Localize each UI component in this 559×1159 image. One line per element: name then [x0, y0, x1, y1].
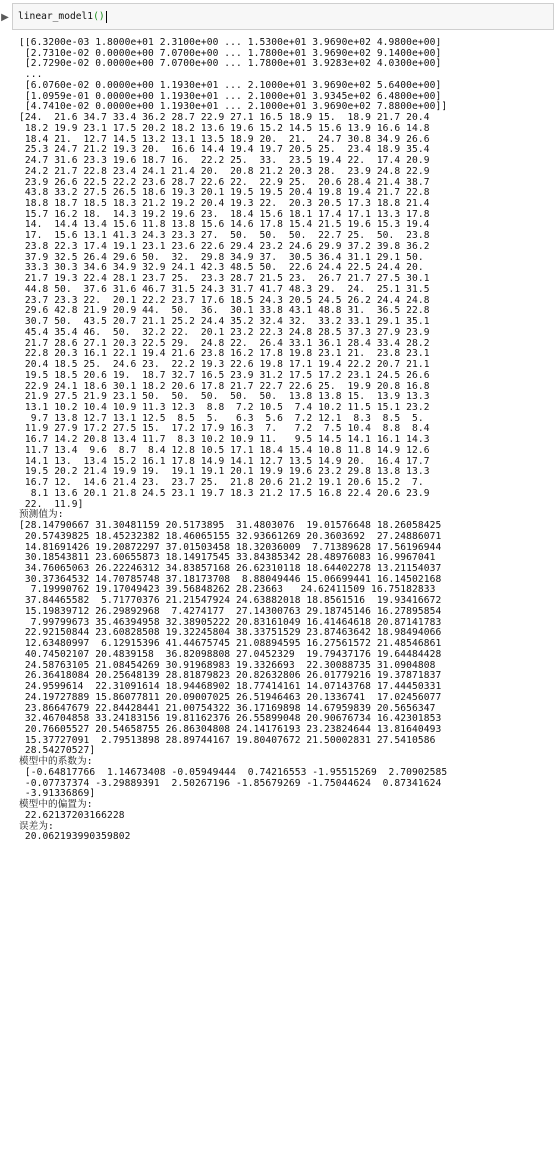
code-line[interactable]	[18, 11, 105, 22]
x-array-output: [[6.3200e-03 1.8000e+01 2.3100e+00 ... 1.5300e+01 3.9690e+02 4.9800e+00] [2.7310e-02 0.0000e+00 7.0700e+00 ... 1.7800e+01 3.9690e+02 9.1400e+00] [2.7290e-02 0.0000e+00 7.0700e+00 ... 1.7800e+01 3.9283e+02 4.0300e+00] ... [6.0760e-02 0.0000e+00 1.1930e+01 ... 2.1000e+01 3.9690e+02 5.6400e+00] [1.0959e-01 0.0000e+00 1.1930e+01 ... 2.1000e+01 3.9345e+02 6.4800e+00] [4.7410e-02 0.0000e+00 1.1930e+01 ... 2.1000e+01 3.9690e+02 7.8800e+00]]	[19, 38, 448, 113]
cell-output-area	[12, 38, 557, 1158]
intercept-value: 22.62137203166228	[19, 809, 125, 821]
run-arrow-icon: ▶	[1, 11, 9, 23]
prediction-label: 预测值为:	[19, 509, 64, 521]
prediction-values: [28.14790667 31.30481159 20.5173895 31.4803076 19.01576648 18.26058425 20.57439825 18.45232382 18.46065155 32.93661269 20.3603692 27.24886071 14.81691426 19.20872297 37.01503458 18.32036009 7.71389628 17.56196944 30.18543811 23.60655873 18.14917545 33.84385342 28.48976083 16.9967041 34.76065063 26.22246312 34.83857168 26.62310118 18.64402278 13.21154037 30.37364532 14.70785748 37.18173708 8.88049446 15.06699441 16.14502168 7.19990762 19.17049423 39.56848262 28.23663 24.62411509 16.75182833 37.84465582 5.71770376 21.21547924 24.63882018 18.8561516 19.93416672 15.19839712 26.29892968 7.4274177 27.14300763 29.18745146 16.27895854 7.99799673 35.46394958 32.38905222 20.83161049 16.41464618 20.87141783 22.92150844 23.60828508 19.32245804 38.33751529 23.87463642 18.98494066 12.63480997 6.12915396 41.44675745 21.08894595 16.27561572 21.48546861 40.74502107 20.4839158 36.82098808 27.0452329 19.79437176 19.64484428 24.58763105 21.08454269 30.91968983 19.3326693 22.30088735 31.0904808 26.36418084 20.25648139 28.81879823 20.82632806 26.01779216 19.37871837 24.9599614 22.31091614 18.94468902 18.77414161 14.07143768 17.44450331 24.19727889 15.86077811 20.09007025 26.51946463 20.1336741 17.02456077 23.86647679 22.84428441 21.00754322 36.17169898 14.67959839 20.5656347 32.46704858 33.24183156 19.81162376 26.55899048 20.90676734 16.42301853 20.76605527 20.54658755 26.86304808 24.14176193 23.23824644 13.81640493 15.37727091 2.79513898 28.89744167 19.80407672 21.50002831 27.5410586 28.54270527]	[19, 520, 442, 757]
code-function-name: linear_model1	[18, 11, 94, 22]
error-label: 误差为:	[19, 820, 54, 832]
y-array-output: [24. 21.6 34.7 33.4 36.2 28.7 22.9 27.1 16.5 18.9 15. 18.9 21.7 20.4 18.2 19.9 23.1 17.5 20.2 18.2 13.6 19.6 15.2 14.5 15.6 13.9 16.6 14.8 18.4 21. 12.7 14.5 13.2 13.1 13.5 18.9 20. 21. 24.7 30.8 34.9 26.6 25.3 24.7 21.2 19.3 20. 16.6 14.4 19.4 19.7 20.5 25. 23.4 18.9 35.4 24.7 31.6 23.3 19.6 18.7 16. 22.2 25. 33. 23.5 19.4 22. 17.4 20.9 24.2 21.7 22.8 23.4 24.1 21.4 20. 20.8 21.2 20.3 28. 23.9 24.8 22.9 23.9 26.6 22.5 22.2 23.6 28.7 22.6 22. 22.9 25. 20.6 28.4 21.4 38.7 43.8 33.2 27.5 26.5 18.6 19.3 20.1 19.5 19.5 20.4 19.8 19.4 21.7 22.8 18.8 18.7 18.5 18.3 21.2 19.2 20.4 19.3 22. 20.3 20.5 17.3 18.8 21.4 15.7 16.2 18. 14.3 19.2 19.6 23. 18.4 15.6 18.1 17.4 17.1 13.3 17.8 14. 14.4 13.4 15.6 11.8 13.8 15.6 14.6 17.8 15.4 21.5 19.6 15.3 19.4 17. 15.6 13.1 41.3 24.3 23.3 27. 50. 50. 50. 22.7 25. 50. 23.8 23.8 22.3 17.4 19.1 23.1 23.6 22.6 29.4 23.2 24.6 29.9 37.2 39.8 36.2 37.9 32.5 26.4 29.6 50. 32. 29.8 34.9 37. 30.5 36.4 31.1 29.1 50. 33.3 30.3 34.6 34.9 32.9 24.1 42.3 48.5 50. 22.6 24.4 22.5 24.4 20. 21.7 19.3 22.4 28.1 23.7 25. 23.3 28.7 21.5 23. 26.7 21.7 27.5 30.1 44.8 50. 37.6 31.6 46.7 31.5 24.3 31.7 41.7 48.3 29. 24. 25.1 31.5 23.7 23.3 22. 20.1 22.2 23.7 17.6 18.5 24.3 20.5 24.5 26.2 24.4 24.8 29.6 42.8 21.9 20.9 44. 50. 36. 30.1 33.8 43.1 48.8 31. 36.5 22.8 30.7 50. 43.5 20.7 21.1 25.2 24.4 35.2 32.4 32. 33.2 33.1 29.1 35.1 45.4 35.4 46. 50. 32.2 22. 20.1 23.2 22.3 24.8 28.5 37.3 27.9 23.9 21.7 28.6 27.1 20.3 22.5 29. 24.8 22. 26.4 33.1 36.1 28.4 33.4 28.2 22.8 20.3 16.1 22.1 19.4 21.6 23.8 16.2 17.8 19.8 23.1 21. 23.8 23.1 20.4 18.5 25. 24.6 23. 22.2 19.3 22.6 19.8 17.1 19.4 22.2 20.7 21.1 19.5 18.5 20.6 19. 18.7 32.7 16.5 23.9 31.2 17.5 17.2 23.1 24.5 26.6 22.9 24.1 18.6 30.1 18.2 20.6 17.8 21.7 22.7 22.6 25. 19.9 20.8 16.8 21.9 27.5 21.9 23.1 50. 50. 50. 50. 50. 13.8 13.8 15. 13.9 13.3 13.1 10.2 10.4 10.9 11.3 12.3 8.8 7.2 10.5 7.4 10.2 11.5 15.1 23.2 9.7 13.8 12.7 13.1 12.5 8.5 5. 6.3 5.6 7.2 12.1 8.3 8.5 5. 11.9 27.9 17.2 27.5 15. 17.2 17.9 16.3 7. 7.2 7.5 10.4 8.8 8.4 16.7 14.2 20.8 13.4 11.7 8.3 10.2 10.9 11. 9.5 14.5 14.1 16.1 14.3 11.7 13.4 9.6 8.7 8.4 12.8 10.5 17.1 18.4 15.4 10.8 11.8 14.9 12.6 14.1 13. 13.4 15.2 16.1 17.8 14.9 14.1 12.7 13.5 14.9 20. 16.4 17.7 19.5 20.2 21.4 19.9 19. 19.1 19.1 20.1 19.9 19.6 23.2 29.8 13.8 13.3 16.7 12. 14.6 21.4 23. 23.7 25. 21.8 20.6 21.2 19.1 20.6 15.2 7. 8.1 13.6 20.1 21.8 24.5 23.1 19.7 18.3 21.2 17.5 16.8 22.4 20.6 23.9 22. 11.9]	[19, 112, 430, 510]
coefficient-values: [-0.64817766 1.14673408 -0.05949444 0.74216553 -1.95515269 2.70902585 -0.07737374 -3.29889391 2.50267196 -1.85679269 -1.75044624 0.87341624 -3.91336869]	[24, 766, 448, 800]
code-parentheses: ()	[93, 11, 105, 22]
text-cursor	[106, 11, 107, 23]
code-input-cell[interactable]	[12, 3, 554, 30]
error-value: 20.062193990359802	[19, 831, 131, 843]
intercept-label: 模型中的偏置为:	[19, 799, 93, 811]
cell-run-icon[interactable]	[0, 8, 10, 26]
cell-output-text	[12, 38, 557, 843]
coefficient-label: 模型中的系数为:	[19, 756, 93, 768]
